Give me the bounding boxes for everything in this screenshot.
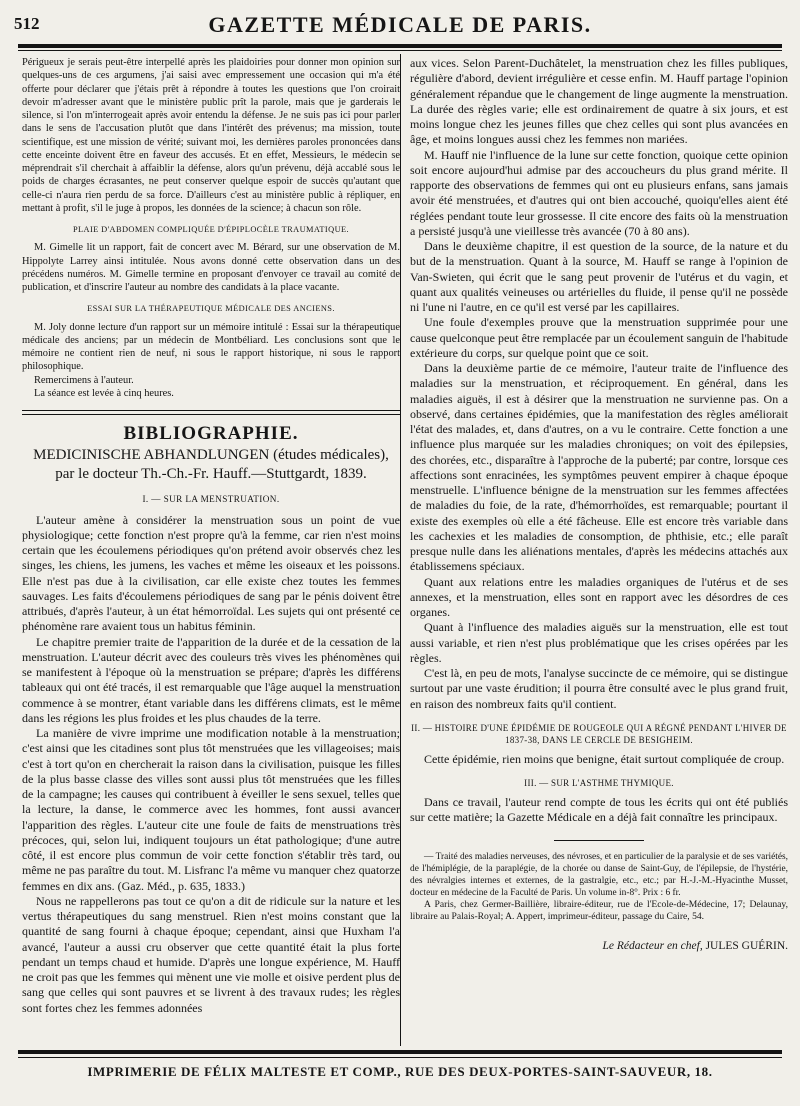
review-body	[22, 492, 400, 1016]
editor-label: Le Rédacteur en chef,	[602, 939, 703, 952]
section-heading: PLAIE D'ABDOMEN COMPLIQUÉE D'ÉPIPLOCÈLE TRAUMATIQUE.	[72, 225, 350, 234]
page-number: 512	[14, 14, 40, 33]
book-title: MEDICINISCHE ABHANDLUNGEN (études médicales), par le docteur Th.-Ch.-Fr. Hauff.—Stuttgardt, 1839.	[33, 447, 389, 483]
printer-imprint: IMPRIMERIE DE FÉLIX MALTESTE ET COMP., RUE DES DEUX-PORTES-SAINT-SAUVEUR, 18.	[87, 1064, 713, 1079]
publisher-notice: A Paris, chez Germer-Baillière, libraire-éditeur, rue de l'Ecole-de-Médecine, 17; Delaunay, libraire au Palais-Royal; A. Appert, imprimeur-éditeur, passage du Caire, 54.	[410, 898, 788, 922]
paragraph: C'est là, en peu de mots, l'analyse succincte de ce mémoire, qui se distingue surtout par une vaste érudition; il pourra être consulté avec le plus grand fruit, en raison des nombreux faits qu'il contient.	[410, 666, 788, 711]
paragraph: M. Joly donne lecture d'un rapport sur un mémoire intitulé : Essai sur la thérapeutique médicale des anciens; par un médecin de Montbéliard. Les conclusions sont que le mémoire ne contient rien de neuf, ni sous le rapport historique, ni sous le rapport philosophique.	[22, 321, 400, 373]
section-heading: I. — SUR LA MENSTRUATION.	[142, 494, 280, 505]
paragraph: Une foule d'exemples prouve que la menstruation supprimée pour une cause quelconque peut être remplacée par un écoulement sanguin de l'habitude extérieure du corps, sur quelque point que ce soit.	[410, 315, 788, 360]
section-heading: ESSAI SUR LA THÉRAPEUTIQUE MÉDICALE DES ANCIENS.	[87, 304, 335, 314]
paragraph: aux vices. Selon Parent-Duchâtelet, la menstruation chez les filles publiques, régulière d'abord, devient irrégulière et cesse enfin. M. Hauff partage l'opinion généralement répandue que le changement de linge augmente la menstruation. La durée des règles varie; elle est ordinairement de quatre à six jours, et est moins longue chez les jeunes filles que chez celles qui sont plus avancées en âge, et moins longues aussi chez les femmes non mariées.	[410, 56, 788, 147]
short-rule	[554, 840, 644, 841]
paragraph: La séance est levée à cinq heures.	[34, 387, 174, 399]
section-heading: II. — HISTOIRE D'UNE ÉPIDÉMIE DE ROUGEOLE QUI A RÉGNÉ PENDANT L'HIVER DE 1837-38, DANS LE CERCLE DE BESIGHEIM.	[411, 722, 787, 745]
book-notice: — Traité des maladies nerveuses, des névroses, et en particulier de la paralysie et de ses variétés, de l'hémiplégie, de la paraplégie, de la chorée ou danse de Saint-Guy, de l'épilepsie, de l'hystérie, des névralgies internes et externes, de la gastralgie, etc., etc.; par H.-J.-M.-Hyacinthe Musset, docteur en médecine de la Faculté de Paris. Un volume in-8°. Prix : 6 fr.	[410, 851, 788, 898]
paragraph: Le chapitre premier traite de l'apparition de la durée et de la cessation de la menstruation. L'auteur décrit avec des couleurs très vives les phénomènes qui se manifestent à l'époque où la menstruation se prépare; d'après les différens tableaux qui ont été tracés, il est remarquable que l'âge auquel la menstruation commence à se montrer, étant variable dans les différens climats, est le même dans les régions les plus froides et les plus chaudes de la terre.	[22, 634, 400, 725]
paragraph: Dans la deuxième partie de ce mémoire, l'auteur traite de l'influence des maladies sur la menstruation, et réciproquement. En général, dans les maladies aiguës, il est à désirer que la menstruation ne survienne pas. On a observé, dans certaines épidémies, que la manifestation des règles améliorait l'état des malades, et, dans d'autres, on a vu le contraire. Cette fonction a une influence plus marquée sur les maladies chroniques; on voit des épilepsies, des chorées, etc., disparaître à l'approche de la puberté; par contre, lorsque ces affections sont enracinées, les symptômes peuvent empirer à chaque époque menstruelle. L'influence bénigne de la menstruation sur les femmes affectées de maladies du foie, de la rate, d'hémorrhoïdes, est remarquable; pourtant il existe des exemples où elle a été fâcheuse. Elle est encore très variable dans les cachexies et les maladies de consomption, de phthisie, etc.; elle paraît presque nulle dans les aliénations mentales, d'après les médecins attachés aux établissemens spéciaux.	[410, 361, 788, 574]
paragraph: M. Hauff nie l'influence de la lune sur cette fonction, quoique cette opinion soit encore aujourd'hui admise par des accoucheurs du plus grand mérite. Il rapporte des observations de femmes qui ont eu plusieurs enfans, sans jamais avoir été menstruées, et d'autres qui ont bien accouché, quoiqu'elles aient été réglées pendant toute leur grossesse. Il cite encore des faits où la menstruation a persisté jusqu'à une vieillesse très avancée (70 à 80 ans).	[410, 147, 788, 238]
paragraph: M. Gimelle lit un rapport, fait de concert avec M. Bérard, sur une observation de M. Hippolyte Larrey ainsi intitulée. Nous avons donné cette observation dans un des précédens numéros. M. Gimelle termine en proposant d'envoyer ce travail au comité de publication, et d'inscrire l'auteur au nombre des candidats à la place vacante.	[22, 242, 400, 293]
editor-signature	[410, 939, 788, 954]
paragraph: Dans ce travail, l'auteur rend compte de tous les écrits qui ont été publiés sur cette matière; la Gazette Médicale en a déjà fait connaître les principaux.	[410, 795, 788, 825]
header-rule	[18, 44, 782, 48]
section-separator	[22, 410, 400, 415]
masthead-title: GAZETTE MÉDICALE DE PARIS.	[208, 12, 592, 37]
paragraph: Cette épidémie, rien moins que benigne, était surtout compliquée de croup.	[424, 751, 785, 766]
paragraph: Quant à l'influence des maladies aiguës sur la menstruation, elle est tout aussi variable, et rien n'est plus problématique que les crises opérées par les règles.	[410, 620, 788, 665]
paragraph: La manière de vivre imprime une modification notable à la menstruation; c'est ainsi que les citadines sont plus tôt menstruées que les villageoises; mais c'est à tort qu'on en chercherait la raison dans la civilisation, puisque les filles de la plus basse classe des villes sont aussi plus tôt menstruées que les filles de la campagne; les causes qui contribuent à éveiller le sens sexuel, telles que la lecture, la danse, le commerce avec les hommes, font aussi avancer l'apparition des règles. L'auteur cite une foule de faits de menstruations très précoces, qui, selon lui, indiquent toujours un état pathologique; d'une autre côté, il est encore plus commun de voir cette fonction s'établir très tard, ou même ne pas paraître du tout. M. Lisfranc l'a même vu manquer chez quatorze femmes en dix ans. (Gaz. Méd., p. 635, 1833.)	[22, 726, 400, 893]
footer-rule-thin	[18, 1057, 782, 1058]
paragraph: Nous ne rappellerons pas tout ce qu'on a dit de ridicule sur la nature et les vertus thérapeutiques du sang menstruel. Rien n'est moins constant que la quantité de sang fourni à chaque époque; cependant, ainsi que Huxham l'a avancé, l'auteur a aussi cru observer que cette quantité était la plus forte pendant un temps chaud et humide. D'après une longue expérience, M. Hauff ne croit pas que les femmes qui mènent une vie molle et oisive perdent plus de sang que celles qui sont pauvres et se livrent à des travaux rudes; les règles sont fortes chez les femmes adonnées	[22, 893, 400, 1015]
right-column	[410, 56, 788, 954]
paragraph: Dans le deuxième chapitre, il est question de la source, de la nature et du but de la menstruation. Quant à la source, M. Hauff se range à l'opinion de Van-Swieten, qui écrit que le sang peut provenir de l'utérus et du vagin, et quant aux qualités veineuses ou artérielles du fluide, il pense qu'il ne possède ni l'une ni l'autre, en ce qu'il est versé par les capillaires.	[410, 239, 788, 314]
header-rule-thin	[18, 50, 782, 51]
left-column	[22, 56, 400, 1016]
column-divider	[400, 54, 401, 1046]
page-header	[14, 10, 786, 44]
paragraph: Périgueux je serais peut-être interpellé après les plaidoiries pour donner mon opinion sur quelques-uns de ces argumens, j'ai saisi avec empressement une occasion qui m'a été offerte pour déclarer que j'étais prêt à répondre à toutes les questions que l'on croirait devoir m'adresser avant que le ministère public prît la parole, mais que je garderais le silence, si l'on m'interrogeait après avoir entendu la défense. Je ne suis pas ici pour parler dans le sens de l'accusation plutôt que dans l'intérêt des prévenus; ma mission, toute scientifique, est une mission de vérité; suivant moi, les dernières paroles prononcées dans cette enceinte doivent être en faveur des accusés. Et en effet, Messieurs, le médecin se méprendrait s'il cherchait à affaiblir la défense, alors qu'un prévenu, déjà accablé sous le poids de charges écrasantes, ne peut conserver quelque espoir de succès qu'autant que celle-ci n'aura rien perdu de sa force. D'ailleurs c'est au ministère public à répliquer, en mettant à profit, s'il le juge à propos, les données de la science; à chacun son rôle.	[22, 57, 400, 214]
section-heading: III. — SUR L'ASTHME THYMIQUE.	[524, 778, 674, 788]
paragraph: L'auteur amène à considérer la menstruation sous un point de vue physiologique; cette fonction n'est propre qu'à la femme, car rien n'est moins certain que les écoulemens périodiques qu'on prétend avoir observés chez les singes, les chiens, les jumens, les vaches et même les oiseaux et les poissons. Elle n'est pas due à la civilisation, car elle existe chez toutes les femmes sauvages. Les faits d'écoulemens périodiques de sang par le pénis doivent être attribués, d'après l'auteur, à un état hémorroïdal. Les sujets qui ont présenté ce phénomène rare avaient tous un habitus féminin.	[22, 512, 400, 634]
footer-rule	[18, 1050, 782, 1054]
bibliography-title: BIBLIOGRAPHIE.	[123, 423, 299, 444]
editor-name: JULES GUÉRIN.	[705, 939, 788, 952]
paragraph: Remercimens à l'auteur.	[34, 374, 134, 386]
paragraph: Quant aux relations entre les maladies organiques de l'utérus et de ses annexes, et la menstruation, elles sont en rapport avec les désordres de ces organes.	[410, 574, 788, 619]
